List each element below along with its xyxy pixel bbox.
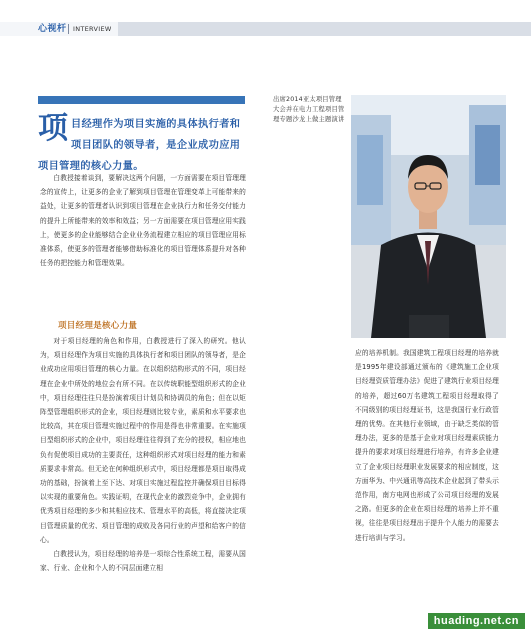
- drop-cap: 项: [38, 111, 68, 146]
- left-column: [40, 334, 246, 575]
- lead-rule: [38, 96, 245, 104]
- magazine-brand: 心视杆: [38, 24, 67, 34]
- portrait-photo: [351, 95, 506, 338]
- portrait-image: [351, 95, 506, 338]
- lead-text: 目经理作为项目实施的具体执行者和项目团队的领导者，是企业成功应用项目管理的核心力量。: [38, 118, 241, 172]
- header-separator: [68, 24, 69, 34]
- lead-quote: [38, 112, 250, 175]
- site-watermark: huading.net.cn: [428, 613, 525, 629]
- intro-text: 白教授接着谈到，要解决这两个问题，一方面需要在项目管理理念的宣传上，让更多的企业了解到项目管理在管理变革上可能带来的益处，让更多的管理者认识到项目管理在企业执行力和任务交付能力的提升上所能带来的效率和效益；另一方面需要在项目管理应用实践上，使更多的企业能够结合企业业务流程建立相应的项目管理应用标准体系，使更多的管理者能够借助标准化的项目管理体系提升对各种任务的把控能力和管理效果。: [40, 174, 246, 268]
- section-heading: 项目经理是核心力量: [58, 321, 138, 331]
- section-label: INTERVIEW: [73, 25, 112, 33]
- photo-caption: 出席2014亚太项目管理大会并在电力工程项目管理专题沙龙上做主题演讲: [273, 96, 345, 123]
- right-column: [355, 346, 499, 545]
- left-column-text: 对于项目经理的角色和作用，白教授进行了深入的研究。他认为，项目经理作为项目实施的具体执行者和项目团队的领导者，是企业成功应用项目管理的核心力量。在以组织结构形式的不同，项目经理在企业中所处的地位会有所不同。在以传统职能型组织形式的企业中，项目经理往往只是扮演着项目计划员和协调员的角色；但在以矩阵型管理组织形式的企业，项目经理则比较专业，素质和水平要求也比较高，其在项目管理实施过程中的作用是得也非常重要。在实施项目型组织形式的企业中，项目经理往往得到了充分的授权，相应地也负有促使项目成功的主要责任，这种组织形式对项目经理的能力和素质要求非常高。但无论在何种组织形式中，项目经理都是项目取得成功的基础，扮演着上至下达、对项目实施过程监控并确保项目目标得以实现的重要角色。实践证明，在现代企业的激烈竞争中，企业拥有优秀项目经理的多少和其相应技术、管理水平的高低，将直接决定项目管理质量的优劣、项目管理的成败及各同行业的声望和给客户的信心。: [40, 337, 246, 544]
- intro-paragraph: [40, 171, 246, 270]
- right-column-text: 应的培养机制。我国建筑工程项目经理的培养就是1995年建设部通过颁布的《建筑施工企业项目经理资质管理办法》促进了建筑行业项目经理的培养，超过60万名建筑工程项目经理取得了不同级别的项目经理证书，这是我国行业行政管理的优势。在其他行业领域，由于缺乏类似的管理办法，更多的是基于企业对项目经理素质能力提升的要求对项目经理进行培养，有许多企业建立了企业项目经理职业发展要求的相应制度，这方面华为、中兴通讯等高技术企业起到了带头示范作用，南方电网也形成了公司项目经理的发展之路。但更多的企业在项目经理的培养上并不重视，往往是项目经理出于提升个人能力的需要去进行培训与学习。: [355, 349, 499, 542]
- left-column-text-2: 白教授认为，项目经理的培养是一项综合性系统工程，需要从国家、行业、企业和个人的不同层面建立相: [40, 550, 246, 573]
